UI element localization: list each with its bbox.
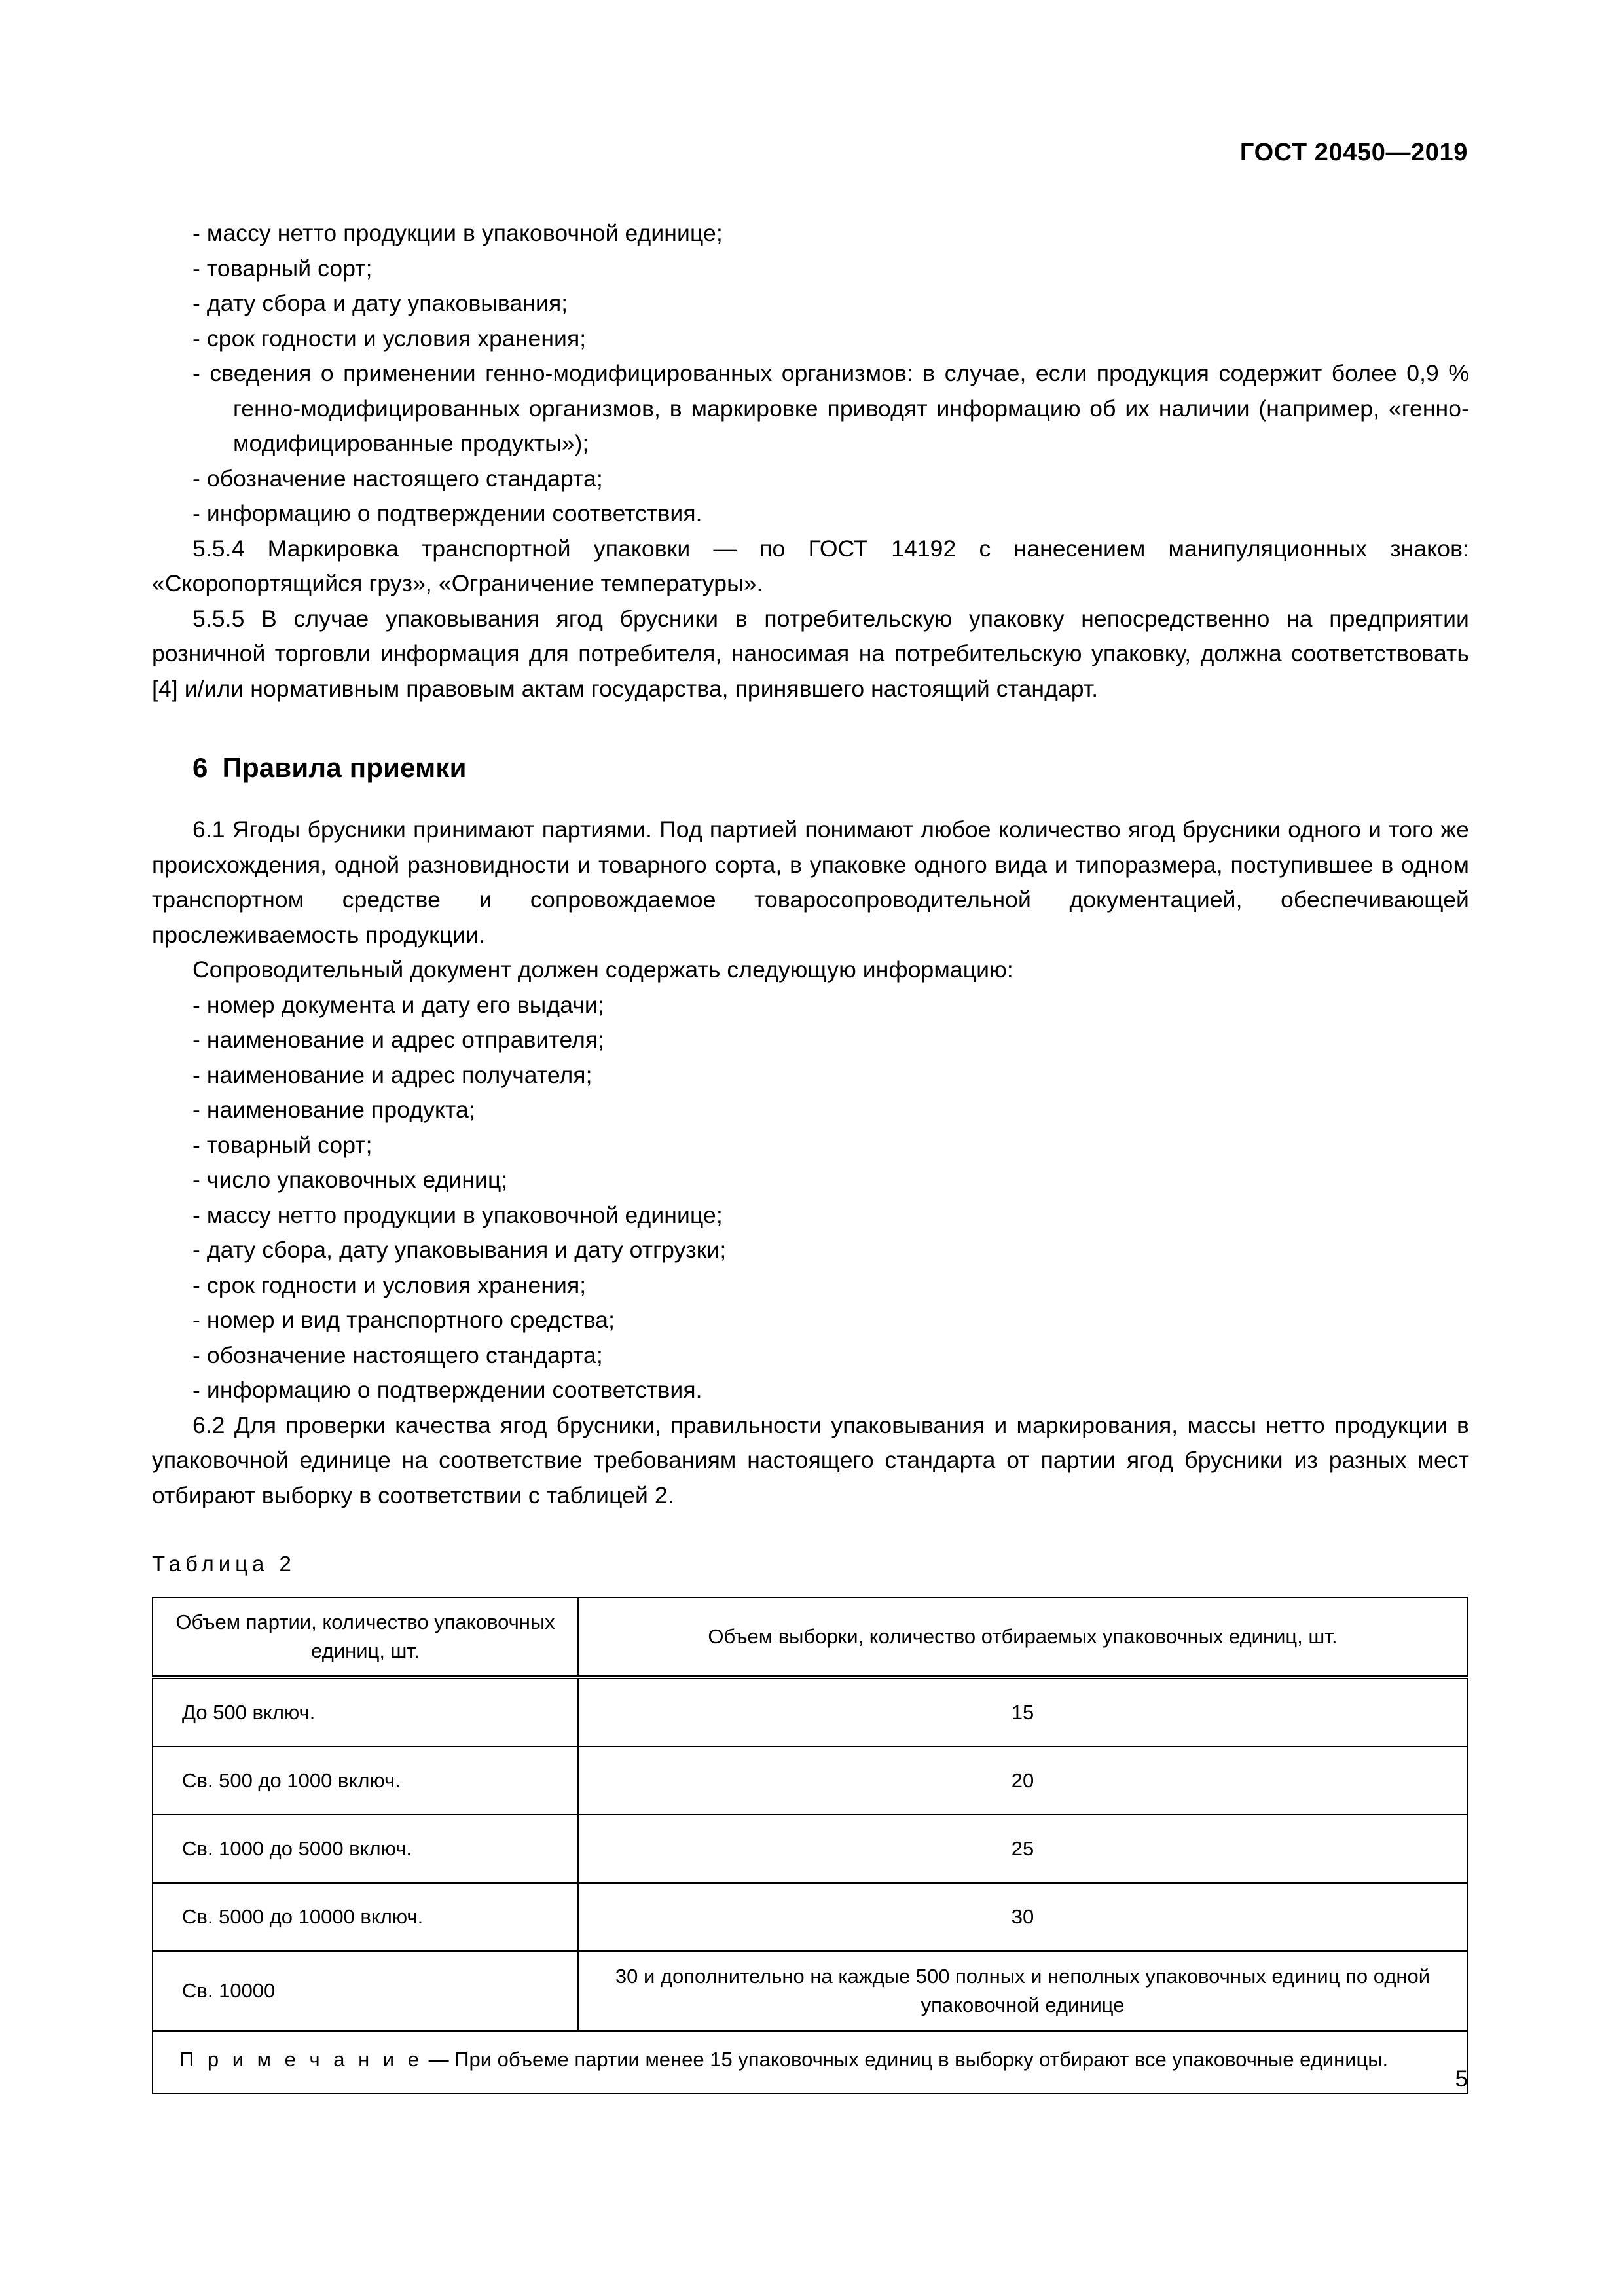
clause-5-5-4: 5.5.4 Маркировка транспортной упаковки — по ГОСТ 14192 с нанесением манипуляционных знаков: «Скоропортящийся груз», «Ограничение температуры».	[152, 535, 1469, 596]
list-item: - товарный сорт;	[192, 1131, 373, 1158]
cell-lot-volume: Св. 10000	[153, 1951, 578, 2031]
cell-sample-volume: 15	[578, 1677, 1467, 1747]
cell-lot-volume: Св. 500 до 1000 включ.	[153, 1747, 578, 1815]
table-note-row	[153, 2031, 1467, 2094]
table-row	[153, 1883, 1467, 1951]
list-item: - обозначение настоящего стандарта;	[192, 465, 603, 492]
list-item: - дату сбора, дату упаковывания и дату отгрузки;	[192, 1237, 727, 1263]
table-row	[153, 1815, 1467, 1883]
table-2	[152, 1597, 1468, 2094]
list-item: - наименование и адрес получателя;	[192, 1061, 593, 1088]
section-heading-6	[152, 751, 1469, 785]
column-header-sample-volume: Объем выборки, количество отбираемых упаковочных единиц, шт.	[578, 1597, 1467, 1677]
cell-lot-volume: До 500 включ.	[153, 1677, 578, 1747]
list-item: - массу нетто продукции в упаковочной единице;	[192, 1201, 723, 1228]
page-number: 5	[1455, 2066, 1468, 2092]
clause-5-5-5: 5.5.5 В случае упаковывания ягод брусники в потребительскую упаковку непосредственно на предприятии розничной торговли информация для потребителя, наносимая на потребительскую упаковку, должна соответствовать [4] и/или нормативным правовым актам государства, принявшего настоящий стандарт.	[152, 605, 1469, 702]
section-number: 6	[192, 752, 208, 783]
table-2-head	[153, 1597, 1467, 1677]
list-item: - наименование и адрес отправителя;	[192, 1027, 605, 1053]
list-item: - номер и вид транспортного средства;	[192, 1307, 615, 1333]
note-label: П р и м е ч а н и е	[179, 2048, 423, 2071]
list-item: - информацию о подтверждении соответствия.	[192, 500, 702, 526]
section-title: Правила приемки	[222, 752, 467, 783]
accompanying-document-list	[152, 988, 1469, 1408]
table-2-caption: Таблица 2	[152, 1552, 296, 1576]
cell-sample-volume: 25	[578, 1815, 1467, 1883]
accompanying-doc-lead-in: Сопроводительный документ должен содержать следующую информацию:	[192, 957, 1013, 983]
cell-lot-volume: Св. 5000 до 10000 включ.	[153, 1883, 578, 1951]
clause-6-1: 6.1 Ягоды брусники принимают партиями. Под партией понимают любое количество ягод брусники одного и того же происхождения, одной разновидности и товарного сорта, в упаковке одного вида и типоразмера, поступившее в одном транспортном средстве и сопровождаемое товаросопроводительной документацией, обеспечивающей прослеживаемость продукции.	[152, 816, 1469, 948]
cell-lot-volume: Св. 1000 до 5000 включ.	[153, 1815, 578, 1883]
table-header-row	[153, 1597, 1467, 1677]
cell-table-note	[153, 2031, 1467, 2094]
table-row	[153, 1677, 1467, 1747]
cell-sample-volume: 30	[578, 1883, 1467, 1951]
list-item: - товарный сорт;	[192, 255, 373, 282]
table-row	[153, 1951, 1467, 2031]
table-row	[153, 1747, 1467, 1815]
list-item: - информацию о подтверждении соответствия.	[192, 1377, 702, 1403]
note-text: — При объеме партии менее 15 упаковочных единиц в выборку отбирают все упаковочные единицы.	[422, 2048, 1389, 2071]
clause-6-2: 6.2 Для проверки качества ягод брусники, правильности упаковывания и маркирования, массы нетто продукции в упаковочной единице на соответствие требованиям настоящего стандарта от партии ягод брусники из разных мест отбирают выборку в соответствии с таблицей 2.	[152, 1412, 1469, 1508]
list-item: - число упаковочных единиц;	[192, 1167, 508, 1193]
running-header-standard-id: ГОСТ 20450—2019	[1239, 139, 1468, 166]
list-item-gmo: - сведения о применении генно-модифицированных организмов: в случае, если продукция содержит более 0,9 % генно-модифицированных организмов, в маркировке приводят информацию об их наличии (например, «генно-модифицированные продукты»);	[192, 360, 1469, 456]
page-content	[152, 216, 1469, 2094]
marking-requirements-list	[152, 216, 1469, 532]
cell-sample-volume: 20	[578, 1747, 1467, 1815]
list-item: - массу нетто продукции в упаковочной единице;	[192, 220, 723, 246]
list-item: - срок годности и условия хранения;	[192, 325, 587, 352]
list-item: - номер документа и дату его выдачи;	[192, 991, 604, 1018]
column-header-lot-volume: Объем партии, количество упаковочных единиц, шт.	[153, 1597, 578, 1677]
list-item: - срок годности и условия хранения;	[192, 1271, 587, 1298]
table-2-body	[153, 1677, 1467, 2094]
cell-sample-volume: 30 и дополнительно на каждые 500 полных и неполных упаковочных единиц по одной упаковочной единице	[578, 1951, 1467, 2031]
list-item: - наименование продукта;	[192, 1097, 475, 1123]
list-item: - обозначение настоящего стандарта;	[192, 1341, 603, 1368]
list-item: - дату сбора и дату упаковывания;	[192, 290, 568, 316]
